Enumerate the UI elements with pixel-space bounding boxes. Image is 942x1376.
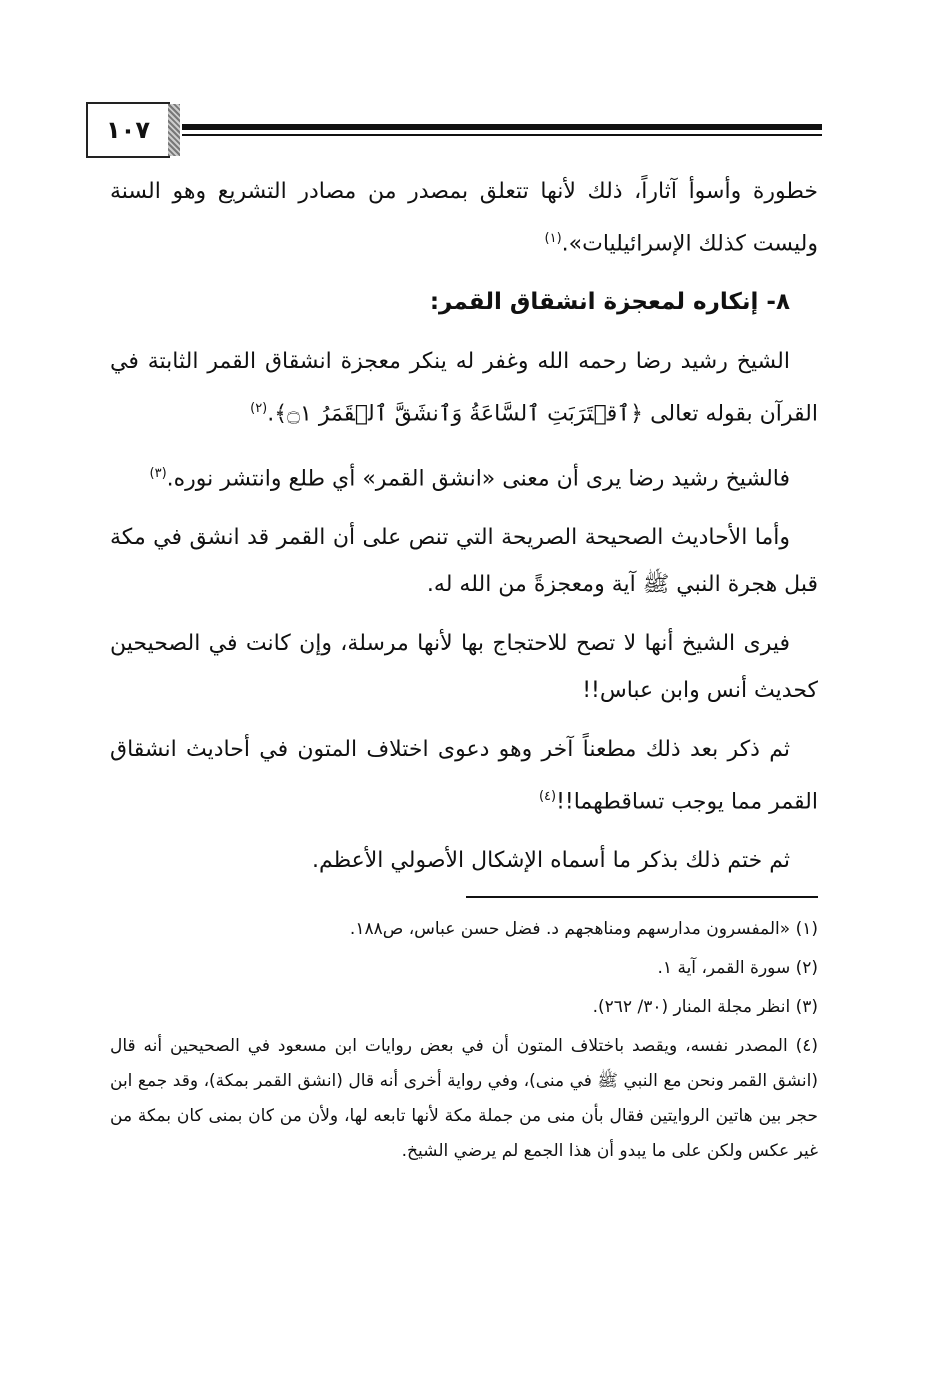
footnote-1: (١) «المفسرون مدارسهم ومناهجهم د. فضل حسن عباس، ص١٨٨. (349, 919, 818, 939)
footnote-ref-3: (٣) (149, 465, 167, 481)
paragraph-4: وأما الأحاديث الصحيحة الصريحة التي تنص على أن القمر قد انشق في مكة قبل هجرة النبي ﷺ آية ومعجزةً من الله له. (110, 524, 818, 597)
footnote-2: (٢) سورة القمر، آية ١. (657, 958, 818, 978)
footnote-ref-1: (١) (544, 231, 562, 246)
paragraph-7: ثم ختم ذلك بذكر ما أسماه الإشكال الأصولي الأعظم. (311, 848, 790, 874)
paragraph-6 (110, 726, 818, 825)
footnote-3: (٣) انظر مجلة المنار (٣٠/ ٢٦٢). (592, 997, 818, 1017)
paragraph-3 (110, 450, 818, 502)
footnote-ref-4: (٤) (538, 788, 557, 804)
page-number: ١٠٧ (86, 102, 170, 158)
paragraph-3-text: فالشيخ رشيد رضا يرى أن معنى «انشق القمر» أي طلع وانتشر نوره. (166, 465, 790, 491)
section-heading: ٨- إنكاره لمعجزة انشقاق القمر: (429, 289, 790, 316)
page-number-shadow (168, 104, 180, 156)
paragraph-5: فيرى الشيخ أنها لا تصح للاحتجاج بها لأنها مرسلة، وإن كانت في الصحيحين كحديث أنس وابن عباس!! (110, 630, 818, 703)
footnote-separator (466, 896, 818, 898)
header-rule (182, 124, 822, 130)
main-text (110, 168, 818, 896)
paragraph-2-text: الشيخ رشيد رضا رحمه الله وغفر له ينكر معجزة انشقاق القمر الثابتة في القرآن بقوله تعالى ﴿ٱقۡتَرَبَتِ ٱلسَّاعَةُ وَٱنشَقَّ ٱلۡقَمَرُ ۝١﴾. (110, 349, 818, 427)
paragraph-2 (110, 338, 818, 437)
footnote-ref-2: (٢) (250, 401, 268, 417)
footnotes (110, 912, 818, 1173)
paragraph-1-text: خطورة وأسوأ آثاراً، ذلك لأنها تتعلق بمصدر من مصادر التشريع وهو السنة وليست كذلك الإسرائيليات». (110, 179, 818, 257)
footnote-4: (٤) المصدر نفسه، ويقصد باختلاف المتون أن في بعض روايات ابن مسعود في الصحيحين أنه قال (انشق القمر ونحن مع النبي ﷺ في منى)، وفي رواية أخرى أنه قال (انشق القمر بمكة)، وقد جمع ابن حجر بين هاتين الروايتين فقال بأن منى من جملة مكة لأنها تابعه لها، ولأن من كان بمنى كان بمكة من غير عكس ولكن على ما يبدو أن هذا الجمع لم يرضي الشيخ. (110, 1036, 818, 1161)
header-rule-thin (182, 134, 822, 136)
paragraph-6-text: ثم ذكر بعد ذلك مطعناً آخر وهو دعوى اختلاف المتون في أحاديث انشقاق القمر مما يوجب تساقطهما!! (110, 736, 818, 815)
paragraph-1 (110, 168, 818, 267)
page-header (86, 98, 822, 160)
